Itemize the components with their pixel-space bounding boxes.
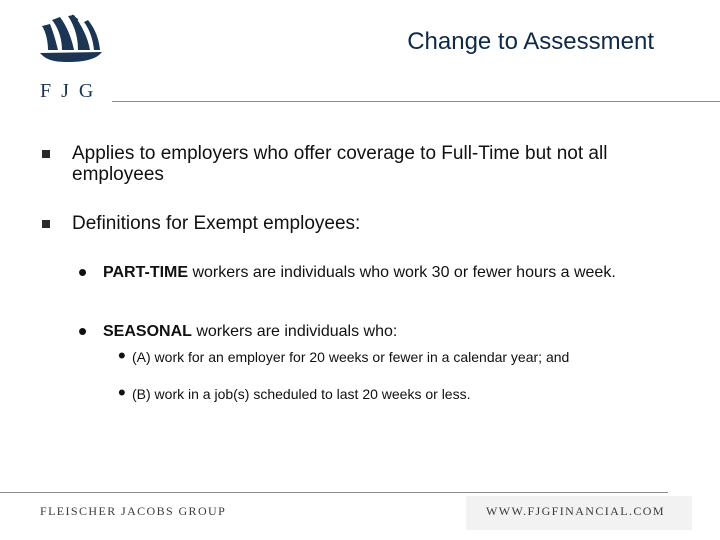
sailing-ship-icon	[38, 14, 104, 64]
term-definition: workers are individuals who work 30 or fewer hours a week.	[188, 264, 616, 281]
round-bullet-icon: •	[118, 343, 126, 368]
square-bullet-icon	[42, 150, 50, 158]
round-bullet-icon: •	[78, 316, 88, 346]
footer-website[interactable]: WWW.FJGFINANCIAL.COM	[486, 504, 665, 518]
footer-company-name: FLEISCHER JACOBS GROUP	[40, 504, 227, 518]
sub-bullet-text	[103, 264, 688, 281]
slide-title: Change to Assessment	[407, 28, 654, 55]
term-label: SEASONAL	[103, 323, 192, 340]
square-bullet-icon	[42, 220, 50, 228]
bullet-text: Definitions for Exempt employees:	[72, 213, 361, 234]
logo-text: FJG	[40, 80, 104, 102]
round-bullet-icon: •	[118, 380, 126, 405]
company-logo	[36, 14, 112, 102]
sub-bullet-text	[103, 323, 688, 340]
title-divider	[112, 101, 720, 102]
term-definition: workers are individuals who:	[191, 323, 398, 340]
round-bullet-icon: •	[78, 257, 88, 287]
term-label: PART-TIME	[103, 264, 189, 281]
footer-divider	[0, 492, 668, 493]
bullet-text: Applies to employers who offer coverage to Full-Time but not all employees	[72, 143, 608, 185]
sub-sub-bullet-text: (B) work in a job(s) scheduled to last 20 weeks or less.	[132, 386, 471, 402]
sub-sub-bullet-text: (A) work for an employer for 20 weeks or fewer in a calendar year; and	[132, 349, 570, 365]
